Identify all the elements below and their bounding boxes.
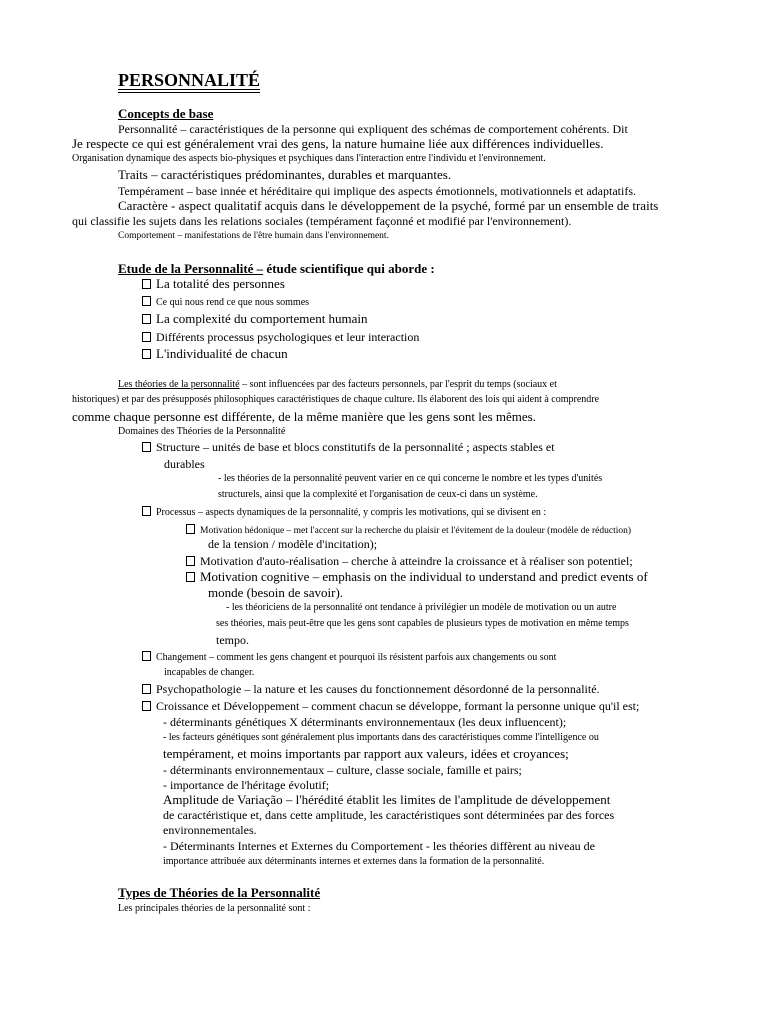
- list-item: La totalité des personnes: [142, 277, 285, 292]
- list-item: La complexité du comportement humain: [142, 312, 368, 327]
- etude-heading-rest: étude scientifique qui aborde :: [263, 261, 435, 276]
- concepts-line: Organisation dynamique des aspects bio-physiques et psychiques dans l'interaction entre l'individu et l'environnement.: [72, 153, 546, 164]
- note-line: tempo.: [216, 633, 249, 647]
- checkbox-icon: [142, 701, 151, 711]
- note-line: ses théories, mais peut-être que les gens sont capables de plusieurs types de motivation en même temps: [216, 618, 629, 629]
- concepts-line: Je respecte ce qui est généralement vrai des gens, la nature humaine liée aux différences individuelles.: [72, 136, 604, 151]
- concepts-heading: Concepts de base: [118, 106, 214, 121]
- list-item: Motivation hédonique – met l'accent sur la recherche du plaisir et l'évitement de la douleur (modèle de réduction): [186, 524, 631, 537]
- list-item: Motivation cognitive – emphasis on the individual to understand and predict events of: [186, 570, 648, 585]
- list-item: Processus – aspects dynamiques de la personnalité, y compris les motivations, qui se divisent en :: [142, 506, 546, 519]
- checkbox-icon: [142, 442, 151, 452]
- list-item: Psychopathologie – la nature et les causes du fonctionnement désordonné de la personnalité.: [142, 683, 600, 697]
- domaines-heading: Domaines des Théories de la Personnalité: [118, 426, 286, 437]
- list-item-continuation: monde (besoin de savoir).: [208, 585, 344, 600]
- etude-heading-underlined: Etude de la Personnalité –: [118, 261, 264, 276]
- list-item: Ce qui nous rend ce que nous sommes: [142, 296, 309, 309]
- croissance-line: - Déterminants Internes et Externes du Comportement - les théories diffèrent au niveau de: [163, 839, 595, 853]
- list-item: Structure – unités de base et blocs constitutifs de la personnalité ; aspects stables et: [142, 441, 555, 455]
- theories-line: comme chaque personne est différente, de la même manière que les gens sont les mêmes.: [72, 409, 536, 424]
- concepts-line: Traits – caractéristiques prédominantes, durables et marquantes.: [118, 167, 452, 182]
- concepts-line: qui classifie les sujets dans les relations sociales (tempérament façonné et modifié par l'environnement).: [72, 214, 572, 228]
- types-line: Les principales théories de la personnalité sont :: [118, 903, 311, 914]
- checkbox-icon: [142, 349, 151, 359]
- list-item: L'individualité de chacun: [142, 347, 288, 362]
- croissance-line: importance attribuée aux déterminants internes et externes dans la formation de la personnalité.: [163, 856, 545, 867]
- list-item-continuation: durables: [164, 457, 205, 471]
- types-heading: Types de Théories de la Personnalité: [118, 885, 321, 900]
- list-item: Différents processus psychologiques et leur interaction: [142, 331, 419, 345]
- note-line: structurels, ainsi que la complexité et l'organisation de ceux-ci dans un système.: [218, 489, 538, 500]
- list-item-continuation: de la tension / modèle d'incitation);: [208, 537, 378, 551]
- concepts-line: Tempérament – base innée et héréditaire qui implique des aspects émotionnels, motivationnels et adaptatifs.: [118, 184, 636, 198]
- list-item: Changement – comment les gens changent et pourquoi ils résistent parfois aux changements ou sont: [142, 651, 556, 664]
- checkbox-icon: [186, 524, 195, 534]
- croissance-line: de caractéristique et, dans cette amplitude, les caractéristiques sont déterminées par des forces: [163, 808, 615, 822]
- list-item-continuation: incapables de changer.: [164, 667, 255, 678]
- list-item: Croissance et Développement – comment chacun se développe, formant la personne unique qu'il est;: [142, 700, 639, 714]
- theories-line: Les théories de la personnalité – sont influencées par des facteurs personnels, par l'esprit du temps (sociaux et: [118, 379, 557, 390]
- croissance-line: - importance de l'héritage évolutif;: [163, 778, 330, 792]
- theories-line: historiques) et par des présupposés philosophiques caractéristiques de chaque culture. Ils élaborent des lois qui aident à comprendre: [72, 394, 600, 405]
- croissance-line: - déterminants génétiques X déterminants environnementaux (les deux influencent);: [163, 715, 567, 729]
- checkbox-icon: [142, 314, 151, 324]
- page-title: PERSONNALITÉ: [118, 70, 261, 90]
- note-line: - les théories de la personnalité peuvent varier en ce qui concerne le nombre et les types d'unités: [218, 473, 603, 484]
- etude-heading: [118, 262, 435, 277]
- checkbox-icon: [142, 332, 151, 342]
- checkbox-icon: [186, 572, 195, 582]
- croissance-line: - déterminants environnementaux – culture, classe sociale, famille et pairs;: [163, 763, 522, 777]
- checkbox-icon: [142, 651, 151, 661]
- concepts-line: Comportement – manifestations de l'être humain dans l'environnement.: [118, 231, 389, 241]
- list-item: Motivation d'auto-réalisation – cherche à atteindre la croissance et à réaliser son potentiel;: [186, 555, 633, 569]
- concepts-line: Caractère - aspect qualitatif acquis dans le développement de la psyché, formé par un ensemble de traits: [118, 198, 659, 213]
- croissance-line: environnementales.: [163, 823, 257, 837]
- checkbox-icon: [142, 279, 151, 289]
- checkbox-icon: [142, 684, 151, 694]
- checkbox-icon: [186, 556, 195, 566]
- croissance-line: tempérament, et moins importants par rapport aux valeurs, idées et croyances;: [163, 746, 569, 761]
- croissance-line: - les facteurs génétiques sont généralement plus importants dans des caractéristiques comme l'intelligence ou: [163, 732, 599, 743]
- checkbox-icon: [142, 296, 151, 306]
- croissance-line: Amplitude de Variação – l'hérédité établit les limites de l'amplitude de développement: [163, 792, 611, 807]
- checkbox-icon: [142, 506, 151, 516]
- note-line: - les théoriciens de la personnalité ont tendance à privilégier un modèle de motivation ou un autre: [226, 602, 617, 613]
- concepts-line: Personnalité – caractéristiques de la personne qui expliquent des schémas de comportement cohérents. Dit: [118, 122, 628, 136]
